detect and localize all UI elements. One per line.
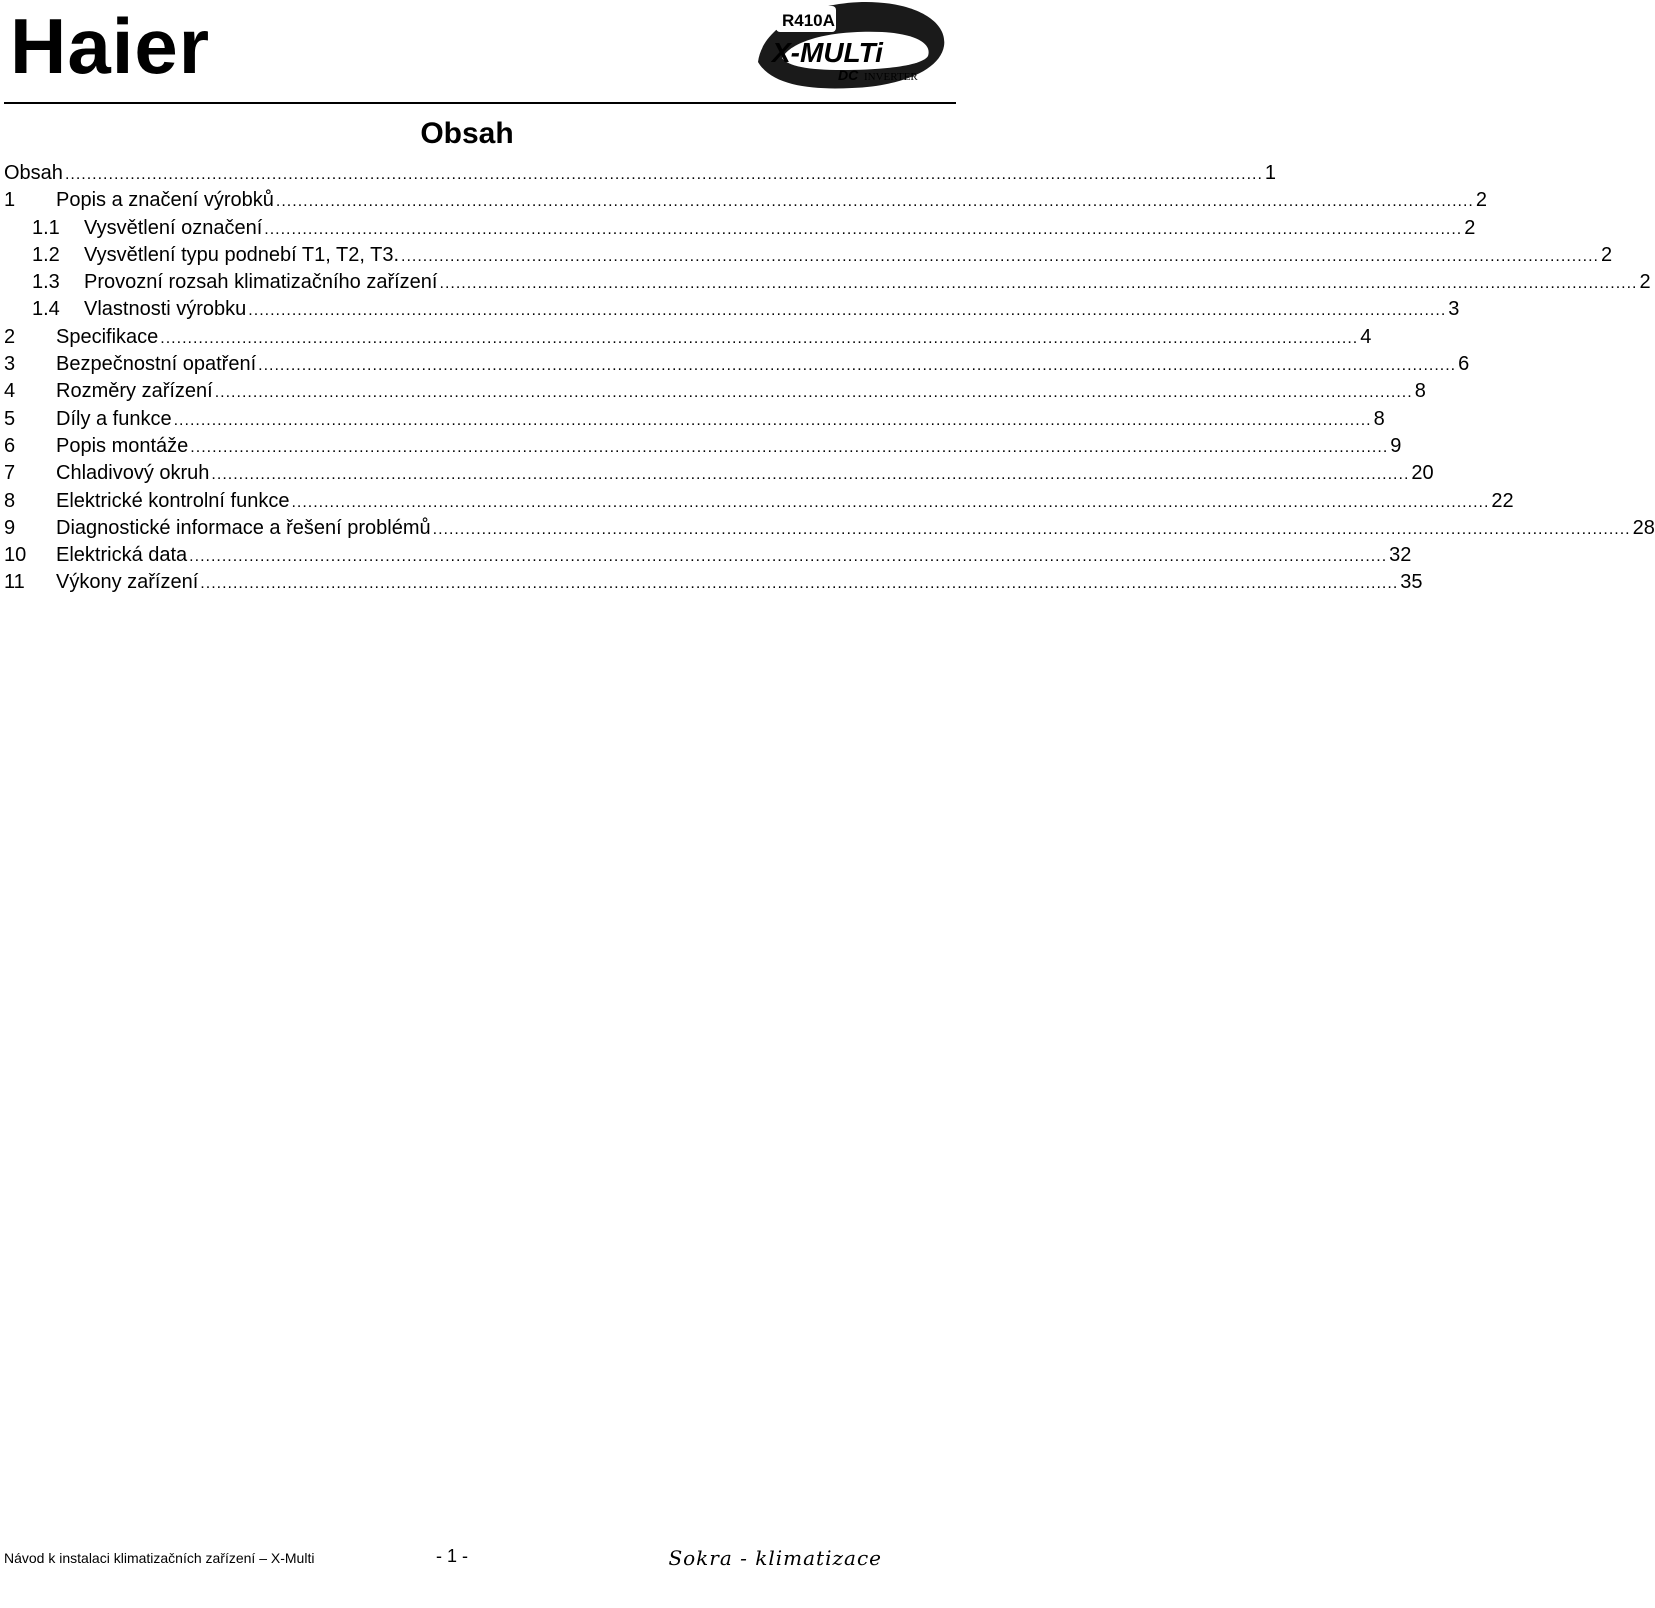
toc-entry-title: Vlastnosti výrobku bbox=[84, 298, 247, 321]
toc-entry[interactable] bbox=[4, 460, 1434, 487]
toc-entry-title: Bezpečnostní opatření bbox=[56, 353, 257, 376]
toc-dot-leader: ............................................................................................................................................................................................................................ bbox=[214, 384, 1413, 402]
toc-dot-leader: ............................................................................................................................................................................................................................ bbox=[291, 493, 1490, 511]
toc-entry[interactable] bbox=[4, 160, 1277, 187]
toc-entry-page: 22 bbox=[1491, 489, 1514, 512]
toc-entry[interactable] bbox=[4, 542, 1412, 569]
toc-entry-page: 6 bbox=[1458, 353, 1470, 376]
toc-entry-number: 11 bbox=[4, 571, 25, 594]
toc-entry-title: Specifikace bbox=[56, 325, 159, 348]
toc-dot-leader: ............................................................................................................................................................................................................................ bbox=[64, 166, 1263, 183]
toc-dot-leader: ............................................................................................................................................................................................................................ bbox=[275, 193, 1474, 211]
page-title: Obsah bbox=[420, 117, 514, 150]
toc-entry-page: 32 bbox=[1389, 544, 1412, 567]
toc-entry-page: 8 bbox=[1414, 380, 1426, 403]
toc-entry[interactable] bbox=[4, 488, 1514, 515]
toc-entry-number: 1.4 bbox=[32, 298, 60, 321]
toc-entry-number: 1.1 bbox=[32, 216, 60, 239]
toc-entry-title: Diagnostické informace a řešení problémů bbox=[56, 516, 431, 539]
toc-entry-page: 35 bbox=[1400, 571, 1423, 594]
toc-entry-number: 1.2 bbox=[32, 243, 60, 266]
table-of-contents bbox=[4, 160, 1655, 597]
toc-entry-title: Díly a funkce bbox=[56, 407, 172, 430]
toc-entry-title: Elektrické kontrolní funkce bbox=[56, 489, 290, 512]
toc-entry-number: 3 bbox=[4, 353, 16, 376]
toc-entry-title: Výkony zařízení bbox=[56, 571, 199, 594]
toc-dot-leader: ............................................................................................................................................................................................................................ bbox=[211, 466, 1410, 484]
toc-entry[interactable] bbox=[4, 515, 1655, 542]
footer-company: Sokra - klimatizace bbox=[668, 1546, 882, 1570]
toc-entry[interactable] bbox=[4, 269, 1651, 296]
toc-dot-leader: ............................................................................................................................................................................................................................ bbox=[189, 548, 1388, 566]
toc-entry-title: Popis a značení výrobků bbox=[56, 189, 274, 212]
toc-entry[interactable] bbox=[4, 569, 1423, 596]
toc-entry-page: 8 bbox=[1373, 407, 1385, 430]
toc-entry-page: 20 bbox=[1411, 462, 1434, 485]
toc-entry[interactable] bbox=[4, 378, 1426, 405]
toc-entry[interactable] bbox=[4, 433, 1402, 460]
toc-entry-number: 8 bbox=[4, 489, 16, 512]
toc-dot-leader: ............................................................................................................................................................................................................................ bbox=[160, 329, 1359, 347]
toc-entry[interactable] bbox=[4, 242, 1613, 269]
toc-entry-page: 2 bbox=[1464, 216, 1476, 239]
toc-entry-title: Obsah bbox=[4, 162, 63, 184]
toc-entry-page: 28 bbox=[1632, 516, 1655, 539]
page-header bbox=[0, 0, 960, 104]
toc-dot-leader: ............................................................................................................................................................................................................................ bbox=[264, 220, 1463, 238]
toc-dot-leader: ............................................................................................................................................................................................................................ bbox=[200, 575, 1399, 593]
toc-dot-leader: ............................................................................................................................................................................................................................ bbox=[401, 247, 1599, 265]
toc-entry-title: Popis montáže bbox=[56, 434, 189, 457]
toc-entry[interactable] bbox=[4, 215, 1476, 242]
toc-entry-number: 2 bbox=[4, 325, 16, 348]
toc-entry-number: 4 bbox=[4, 380, 16, 403]
footer-page-number: - 1 - bbox=[436, 1546, 469, 1566]
toc-entry-title: Chladivový okruh bbox=[56, 462, 210, 485]
toc-entry[interactable] bbox=[4, 406, 1385, 433]
toc-entry-number: 10 bbox=[4, 544, 27, 567]
toc-entry-number: 1.3 bbox=[32, 271, 60, 294]
toc-entry-title: Provozní rozsah klimatizačního zařízení bbox=[84, 271, 438, 294]
toc-entry-title: Vysvětlení typu podnebí T1, T2, T3. bbox=[84, 243, 400, 266]
toc-entry-title: Vysvětlení označení bbox=[84, 216, 263, 239]
logo-refrigerant: R410A bbox=[782, 11, 835, 30]
logo-product-name: X-MULTi bbox=[772, 37, 883, 68]
toc-entry[interactable] bbox=[4, 324, 1372, 351]
toc-entry-page: 1 bbox=[1264, 162, 1277, 184]
toc-dot-leader: ............................................................................................................................................................................................................................ bbox=[258, 357, 1457, 375]
toc-entry-number: 9 bbox=[4, 516, 16, 539]
toc-entry[interactable] bbox=[4, 187, 1487, 214]
toc-entry-number: 7 bbox=[4, 462, 16, 485]
toc-dot-leader: ............................................................................................................................................................................................................................ bbox=[190, 438, 1389, 456]
toc-entry-title: Rozměry zařízení bbox=[56, 380, 213, 403]
toc-entry-page: 2 bbox=[1600, 243, 1613, 266]
toc-entry-page: 2 bbox=[1475, 189, 1487, 212]
toc-entry-page: 9 bbox=[1390, 434, 1402, 457]
toc-entry-page: 2 bbox=[1639, 271, 1651, 294]
toc-entry-number: 6 bbox=[4, 434, 16, 457]
logo-dc: DC bbox=[838, 67, 859, 83]
footer-document-title: Návod k instalaci klimatizačních zařízení – X-Multi bbox=[4, 1550, 315, 1566]
header-divider bbox=[4, 102, 956, 104]
toc-dot-leader: ............................................................................................................................................................................................................................ bbox=[173, 411, 1372, 429]
toc-dot-leader: ............................................................................................................................................................................................................................ bbox=[439, 275, 1638, 293]
toc-entry-number: 1 bbox=[4, 189, 16, 212]
toc-entry-page: 3 bbox=[1448, 298, 1460, 321]
toc-dot-leader: ............................................................................................................................................................................................................................ bbox=[432, 520, 1631, 538]
x-multi-logo bbox=[752, 0, 952, 100]
page-footer bbox=[0, 1540, 960, 1580]
logo-inverter: INVERTER bbox=[864, 71, 918, 83]
toc-dot-leader: ............................................................................................................................................................................................................................ bbox=[248, 302, 1447, 320]
toc-entry-title: Elektrická data bbox=[56, 544, 188, 567]
haier-logo: Haier bbox=[10, 2, 211, 90]
toc-entry-page: 4 bbox=[1360, 325, 1372, 348]
toc-entry-number: 5 bbox=[4, 407, 16, 430]
toc-entry[interactable] bbox=[4, 296, 1460, 323]
toc-entry[interactable] bbox=[4, 351, 1470, 378]
